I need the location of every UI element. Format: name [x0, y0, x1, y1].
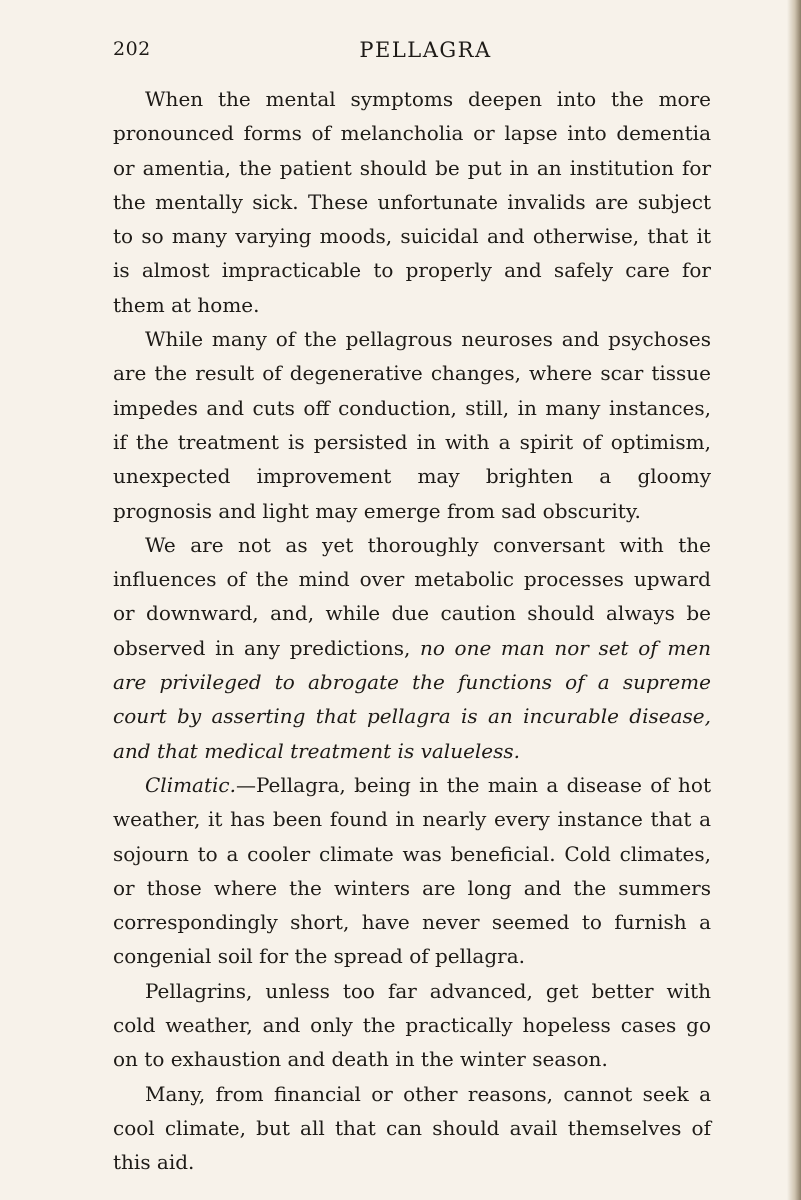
paragraph-text: We are not as yet thoroughly conversant with the influences of the mind over metabolic processes upward or downward, and, while due caution should always be observed in any predictions, — [113, 532, 711, 660]
running-head — [113, 31, 738, 71]
paragraph — [113, 528, 711, 768]
paragraph-text: When the mental symptoms deepen into the more pronounced forms of melancholia or lapse into dementia or amentia, the patient should be put in an institution for the mentally sick. These unfortunate invalids are subject to so many varying moods, suicidal and otherwise, that it is almost impracticable to properly and safely care for them at home. — [113, 87, 711, 317]
paragraph — [113, 974, 711, 1077]
page-number: 202 — [113, 38, 151, 60]
paragraph-text: Pellagrins, unless too far advanced, get better with cold weather, and only the practically hopeless cases go on to exhaustion and death in the winter season. — [113, 978, 711, 1072]
paragraph — [113, 768, 711, 974]
paragraph — [113, 322, 711, 528]
running-title: PELLAGRA — [359, 38, 492, 62]
paragraph-text: Many, from financial or other reasons, cannot seek a cool climate, but all that can should avail themselves of this aid. — [113, 1081, 711, 1175]
paragraph — [113, 1077, 711, 1180]
paragraph — [113, 82, 711, 322]
body-text — [113, 82, 711, 1180]
paragraph-text: —Pellagra, being in the main a disease of hot weather, it has been found in nearly every instance that a sojourn to a cooler climate was beneficial. Cold climates, or those where the winters are long and the summers correspondingly short, have never seemed to furnish a congenial soil for the spread of pellagra. — [113, 772, 711, 969]
italic-emphasis: no one man nor set of men are privileged to abrogate the functions of a supreme court by asserting that pellagra is an incurable disease, and that medical treatment is valueless. — [113, 635, 712, 763]
page-edge-shadow — [787, 0, 801, 1200]
section-lead-italic: Climatic. — [145, 772, 236, 797]
paragraph-text: While many of the pellagrous neuroses and psychoses are the result of degenerative changes, where scar tissue impedes and cuts off conduction, still, in many instances, if the treatment is persisted in with a spirit of optimism, unexpected improvement may brighten a gloomy prognosis and light may emerge from sad obscurity. — [113, 327, 711, 523]
